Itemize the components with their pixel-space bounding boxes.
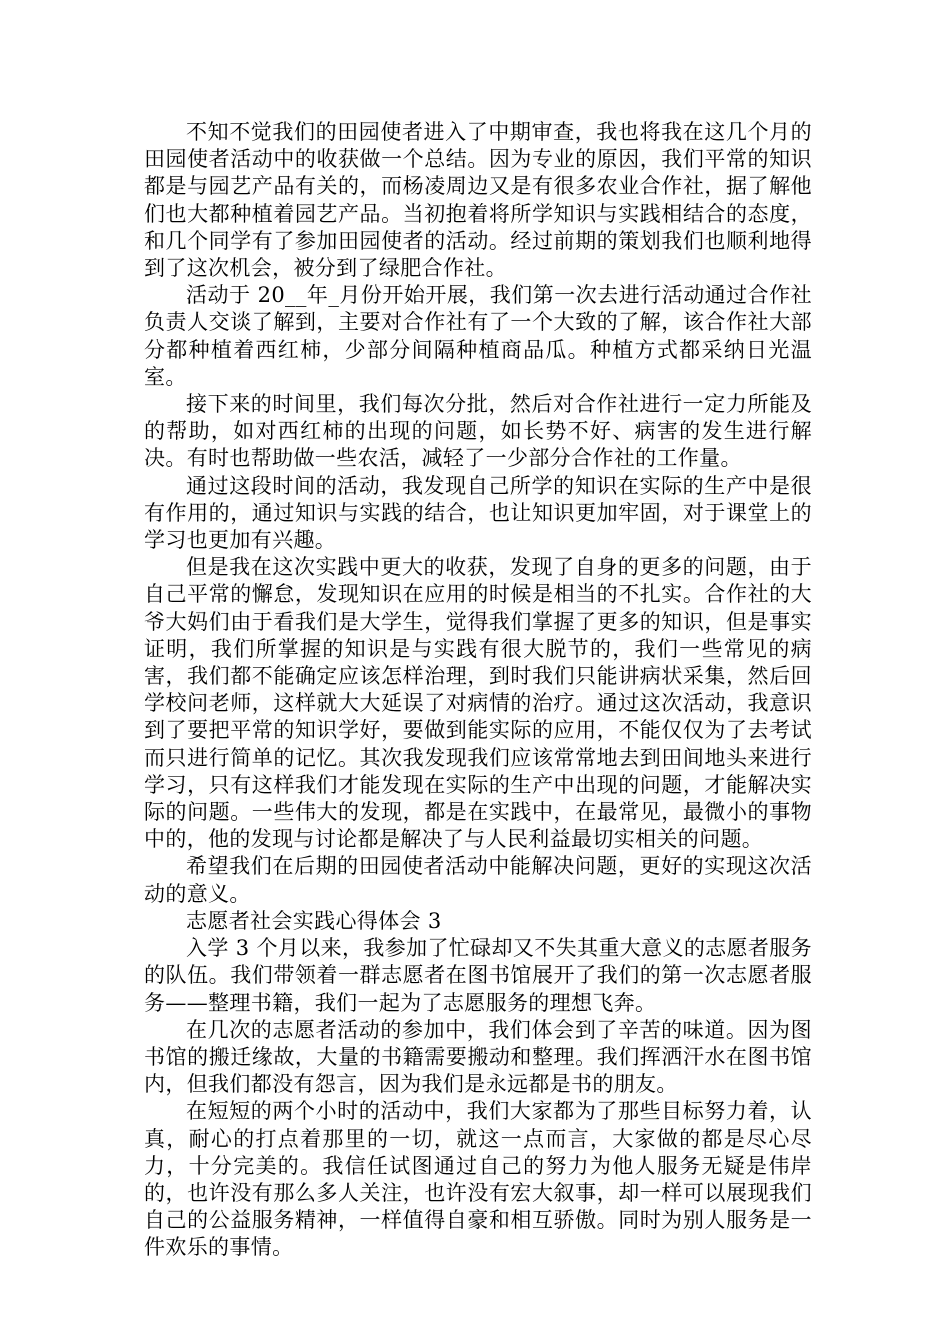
paragraph-intro-review: 不知不觉我们的田园使者进入了中期审查，我也将我在这几个月的田园使者活动中的收获做一个总结。因为专业的原因，我们平常的知识都是与园艺产品有关的，而杨凌周边又是有很多农业合作社，据了解他们也大都种植着园艺产品。当初抱着将所学知识与实践相结合的态度，和几个同学有了参加田园使者的活动。经过前期的策划我们也顺利地得到了这次机会，被分到了绿肥合作社。	[144, 120, 812, 281]
paragraph-volunteer-join: 入学 3 个月以来，我参加了忙碌却又不失其重大意义的志愿者服务的队伍。我们带领着一群志愿者在图书馆展开了我们的第一次志愿者服务——整理书籍，我们一起为了志愿服务的理想飞奔。	[144, 936, 812, 1015]
paragraph-hope: 希望我们在后期的田园使者活动中能解决问题，更好的实现这次活动的意义。	[144, 854, 812, 906]
paragraph-volunteer-reflection: 在短短的两个小时的活动中，我们大家都为了那些目标努力着，认真，耐心的打点着那里的一切，就这一点而言，大家做的都是尽心尽力，十分完美的。我信任试图通过自己的努力为他人服务无疑是伟岸的，也许没有那么多人关注，也许没有宏大叙事，却一样可以展现我们自己的公益服务精神，一样值得自豪和相互骄傲。同时为别人服务是一件欢乐的事情。	[144, 1099, 812, 1260]
section-heading-volunteer: 志愿者社会实践心得体会 3	[186, 908, 442, 933]
paragraph-knowledge-use: 通过这段时间的活动，我发现自己所学的知识在实际的生产中是很有作用的，通过知识与实践的结合，也让知识更加牢固，对于课堂上的学习也更加有兴趣。	[144, 473, 812, 553]
paragraph-activity-start: 活动于 20__年_月份开始开展，我们第一次去进行活动通过合作社负责人交谈了解到，主要对合作社有了一个大致的了解，该合作社大部分都种植着西红柿，少部分间隔种植商品瓜。种植方式都采纳日光温室。	[144, 283, 812, 389]
document-body	[144, 119, 812, 1262]
paragraph-problems-found: 但是我在这次实践中更大的收获，发现了自身的更多的问题，由于自己平常的懈怠，发现知识在应用的时候是相当的不扎实。合作社的大爷大妈们由于看我们是大学生，觉得我们掌握了更多的知识，但是事实证明，我们所掌握的知识是与实践有很大脱节的，我们一些常见的病害，我们都不能确定应该怎样治理，到时我们只能讲病状采集，然后回学校问老师，这样就大大延误了对病情的治疗。通过这次活动，我意识到了要把平常的知识学好，要做到能实际的应用，不能仅仅为了去考试而只进行简单的记忆。其次我发现我们应该常常地去到田间地头来进行学习，只有这样我们才能发现在实际的生产中出现的问题，才能解决实际的问题。一些伟大的发现，都是在实践中，在最常见，最微小的事物中的，他的发现与讨论都是解决了与人民利益最切实相关的问题。	[144, 555, 812, 852]
paragraph-help-cooperative: 接下来的时间里，我们每次分批，然后对合作社进行一定力所能及的帮助，如对西红柿的出现的问题，如长势不好、病害的发生进行解决。有时也帮助做一些农活，减轻了一少部分合作社的工作量。	[144, 392, 812, 471]
paragraph-volunteer-library: 在几次的志愿者活动的参加中，我们体会到了辛苦的味道。因为图书馆的搬迁缘故，大量的书籍需要搬动和整理。我们挥洒汗水在图书馆内，但我们都没有怨言，因为我们是永远都是书的朋友。	[144, 1017, 812, 1097]
